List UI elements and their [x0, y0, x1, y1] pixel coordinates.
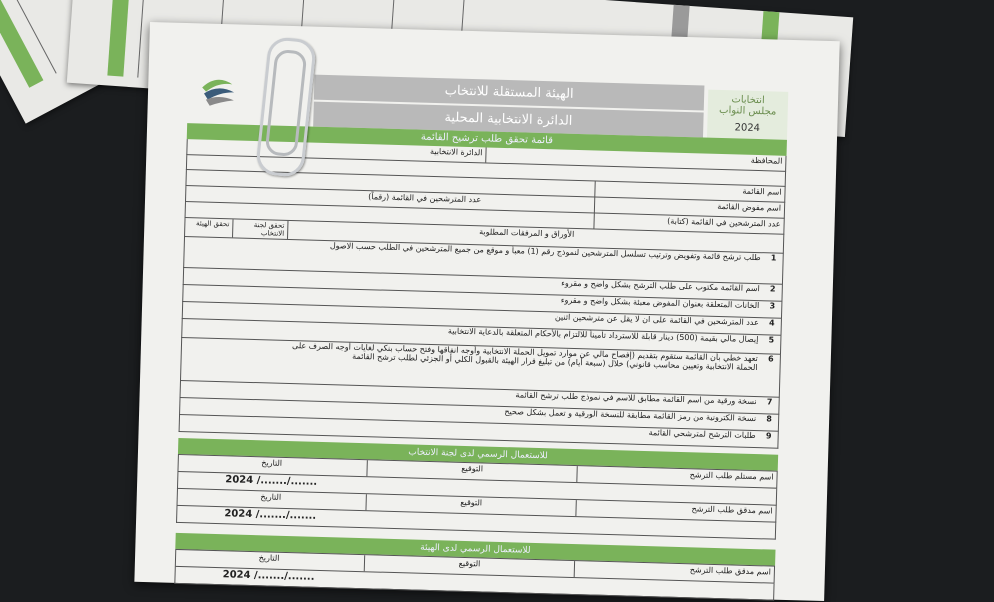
delegate-label: اسم مفوض القائمة [594, 197, 784, 217]
item-text: تعهد خطي بأن القائمة ستقوم بتقديم (إفصاح مالي عن موارد تمويل الحملة الانتخابية وأوجه انفاقها وفتح حساب بنكي لغايات أوجه الصرف على الحملة الانتخابية وتعيين محاسب قانوني) خلال (سبعة أيام) من تبليغ قرار الهيئة بالقبول الكلي أو الجزئي لطلب ترشح القائمة [291, 341, 758, 373]
governorate-label: المحافظة [485, 147, 785, 170]
item-number: 8 [766, 414, 773, 424]
date-value: 2024 /......./....... [224, 508, 317, 522]
signature-label: التوقيع [364, 555, 574, 577]
council-label: مجلس النواب [718, 104, 777, 118]
item-number: 1 [770, 253, 777, 263]
receiver-name-label: اسم مستلم طلب الترشح [576, 466, 776, 488]
date-label: التاريخ [261, 458, 283, 468]
year-label: 2024 [734, 122, 761, 135]
signature-label: التوقيع [366, 460, 576, 482]
header-subtitle: الدائرة الانتخابية المحلية [313, 102, 704, 138]
commission-check-header: تحقق الهيئة [195, 219, 230, 229]
date-value: 2024 /......./....... [222, 569, 315, 583]
count-number-label: عدد المترشحين في القائمة (رقماً) [368, 192, 482, 205]
signature-label: التوقيع [365, 494, 575, 516]
date-label: التاريخ [258, 553, 280, 563]
item-text: طلب ترشح قائمة وتفويض وترتيب تسلسل المترشحين لنموذج رقم (1) معبأ و موقع من جميع المترشحين في الطلب حسب الاصول [329, 241, 761, 263]
election-label: انتخابات [731, 94, 765, 107]
item-text: نسخة ورقية من اسم القائمة مطابق للاسم في نموذج طلب ترشح القائمة [515, 390, 757, 407]
official-use-committee-heading: للاستعمال الرسمي لدى لجنة الانتخاب [178, 438, 778, 471]
count-words-label: عدد المترشحين في القائمة (كتابة) [593, 213, 783, 233]
list-name-label: اسم القائمة [594, 181, 784, 201]
item-number: 9 [765, 431, 772, 441]
item-text: نسخة الكترونية من رمز القائمة مطابقة للنسخة الورقية و تعمل بشكل صحيح [504, 407, 757, 424]
official-use-commission-heading: للاستعمال الرسمي لدى الهيئة [175, 533, 775, 566]
item-number: 2 [769, 284, 776, 294]
docs-column-header: الأوراق و المرفقات المطلوبة [287, 221, 765, 252]
item-text: إيصال مالي بقيمة (500) دينار قابلة للاسترداد تأميناً للالتزام بالأحكام المتعلقة بالدعاية الانتخابية [447, 326, 759, 345]
committee-check-header: تحقق لجنة الانتخاب [232, 219, 287, 239]
date-label: التاريخ [260, 492, 282, 502]
auditor-name-label: اسم مدقق طلب الترشح [574, 561, 774, 583]
date-value: 2024 /......./....... [225, 474, 318, 488]
item-text: الخانات المتعلقة بعنوان المفوض معبئة بشكل واضح و مقروء [560, 295, 760, 311]
item-text: اسم القائمة مكتوب على طلب الترشح بشكل واضح و مقروء [561, 278, 760, 294]
header-title: الهيئة المستقلة للانتخاب [314, 75, 705, 111]
items-list [179, 237, 784, 449]
auditor-name-label: اسم مدقق طلب الترشح [575, 500, 775, 522]
election-box [707, 90, 788, 142]
item-number: 6 [767, 354, 774, 364]
checklist-document [134, 22, 839, 601]
item-number: 5 [768, 335, 775, 345]
checklist-title: قائمة تحقق طلب ترشيح القائمة [187, 123, 787, 156]
district-label: الدائرة الانتخابية [429, 146, 483, 158]
item-number: 7 [766, 397, 773, 407]
item-text: طلبات الترشح لمترشحي القائمة [648, 428, 756, 441]
item-number: 3 [769, 301, 776, 311]
item-text: عدد المترشحين في القائمة على ان لا يقل عن مترشحين اثنين [554, 312, 759, 328]
item-number: 4 [768, 318, 775, 328]
